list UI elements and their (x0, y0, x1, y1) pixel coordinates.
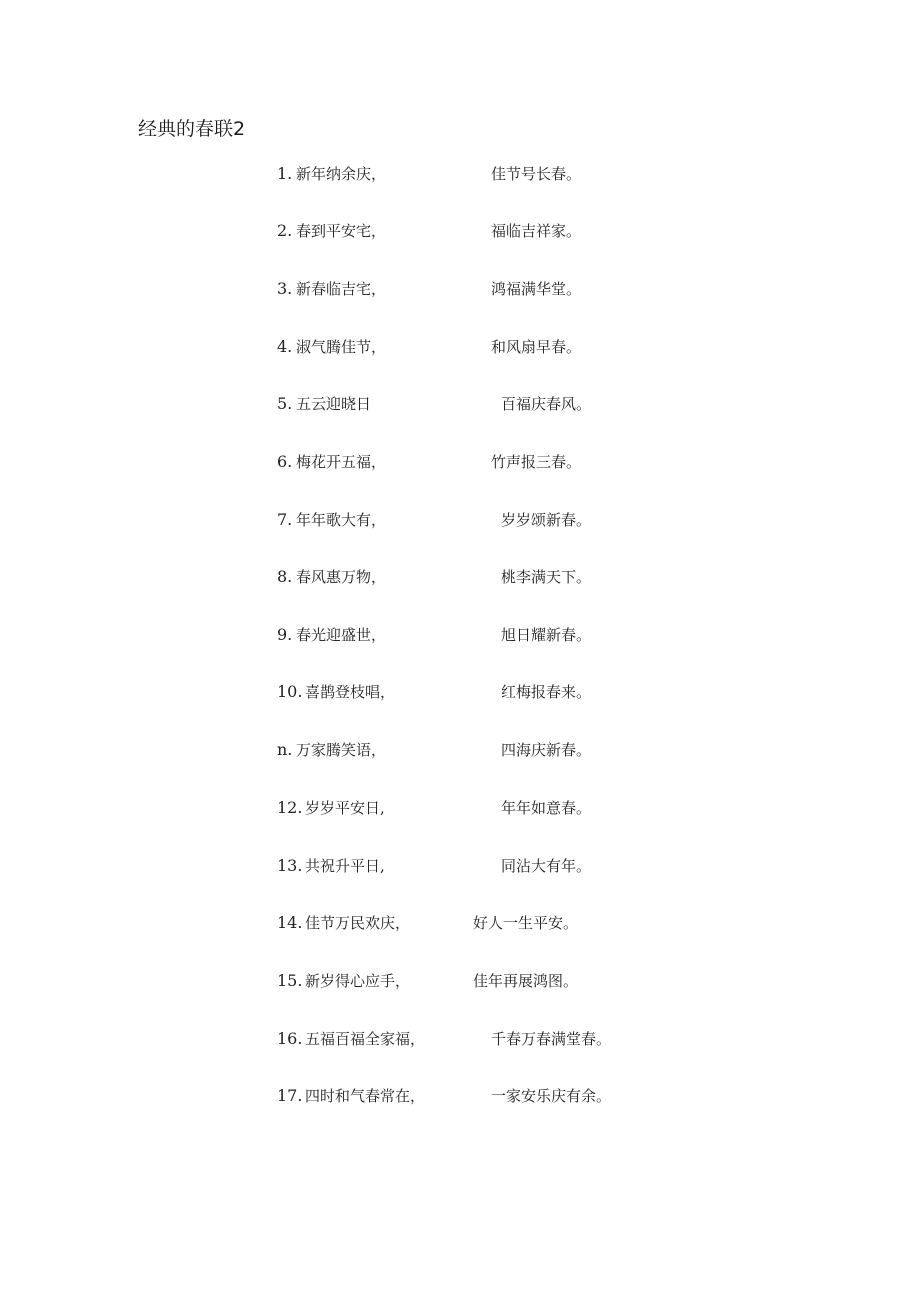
couplet-row (0, 623, 920, 647)
couplet-second-line: 桃李满天下。 (501, 568, 592, 586)
couplet-number: 8. (277, 567, 293, 586)
couplet-second-line: 好人一生平安。 (473, 914, 579, 932)
couplet-first-line: 梅花开五福， (296, 453, 387, 471)
couplet-first-line: 新春临吉宅， (296, 280, 387, 298)
couplet-second-line: 和风扇早春。 (491, 338, 582, 356)
couplet-second-line: 佳年再展鸿图。 (473, 972, 579, 990)
couplet-number: 13. (277, 856, 303, 875)
couplet-number: 16. (277, 1029, 303, 1048)
couplet-row (0, 335, 920, 359)
couplet-number: n. (277, 740, 293, 759)
couplet-first-line: 喜鹊登枝唱， (305, 683, 396, 701)
couplet-first-line: 新年纳余庆， (296, 165, 387, 183)
couplet-second-line: 百福庆春风。 (501, 395, 592, 413)
couplet-first-line: 春光迎盛世， (296, 626, 387, 644)
couplet-number: 15. (277, 971, 303, 990)
couplet-second-line: 千春万春满堂春。 (491, 1030, 612, 1048)
couplet-row (0, 277, 920, 301)
couplet-number: 3. (277, 279, 293, 298)
couplet-first-line: 佳节万民欢庆， (305, 914, 411, 932)
couplet-row (0, 162, 920, 186)
couplet-row (0, 450, 920, 474)
couplet-number: 6. (277, 452, 293, 471)
couplet-second-line: 同沾大有年。 (501, 857, 592, 875)
couplet-row (0, 738, 920, 762)
couplet-first-line: 万家腾笑语， (296, 741, 387, 759)
couplet-second-line: 四海庆新春。 (501, 741, 592, 759)
couplet-first-line: 春风惠万物， (296, 568, 387, 586)
couplet-number: 10. (277, 682, 303, 701)
couplet-row (0, 392, 920, 416)
couplet-second-line: 一家安乐庆有余。 (491, 1087, 612, 1105)
couplet-row (0, 796, 920, 820)
couplet-row (0, 1027, 920, 1051)
couplet-second-line: 佳节号长春。 (491, 165, 582, 183)
couplet-number: 7. (277, 510, 293, 529)
couplet-row (0, 508, 920, 532)
couplet-row (0, 680, 920, 704)
couplet-row (0, 565, 920, 589)
couplet-number: 9. (277, 625, 293, 644)
couplet-second-line: 岁岁颂新春。 (501, 511, 592, 529)
couplet-number: 5. (277, 394, 293, 413)
couplet-number: 17. (277, 1086, 303, 1105)
couplet-row (0, 219, 920, 243)
couplet-second-line: 旭日耀新春。 (501, 626, 592, 644)
couplet-second-line: 鸿福满华堂。 (491, 280, 582, 298)
couplet-row (0, 854, 920, 878)
couplet-first-line: 年年歌大有， (296, 511, 387, 529)
couplet-first-line: 新岁得心应手， (305, 972, 411, 990)
couplet-number: 1. (277, 164, 293, 183)
couplet-second-line: 福临吉祥家。 (491, 222, 582, 240)
couplet-first-line: 五云迎晓日 (296, 395, 372, 413)
couplet-number: 14. (277, 913, 303, 932)
couplet-first-line: 岁岁平安日, (305, 799, 385, 817)
couplet-second-line: 竹声报三春。 (491, 453, 582, 471)
couplet-number: 2. (277, 221, 293, 240)
couplet-row (0, 969, 920, 993)
couplet-row (0, 1084, 920, 1108)
couplet-first-line: 春到平安宅， (296, 222, 387, 240)
couplet-second-line: 红梅报春来。 (501, 683, 592, 701)
couplet-first-line: 淑气腾佳节， (296, 338, 387, 356)
couplet-first-line: 共祝升平日, (305, 857, 385, 875)
couplet-first-line: 五福百福全家福， (305, 1030, 426, 1048)
couplet-first-line: 四时和气春常在， (305, 1087, 426, 1105)
couplet-number: 4. (277, 337, 293, 356)
document-title: 经典的春联2 (138, 118, 246, 140)
couplet-second-line: 年年如意春。 (501, 799, 592, 817)
couplet-row (0, 911, 920, 935)
couplet-number: 12. (277, 798, 303, 817)
